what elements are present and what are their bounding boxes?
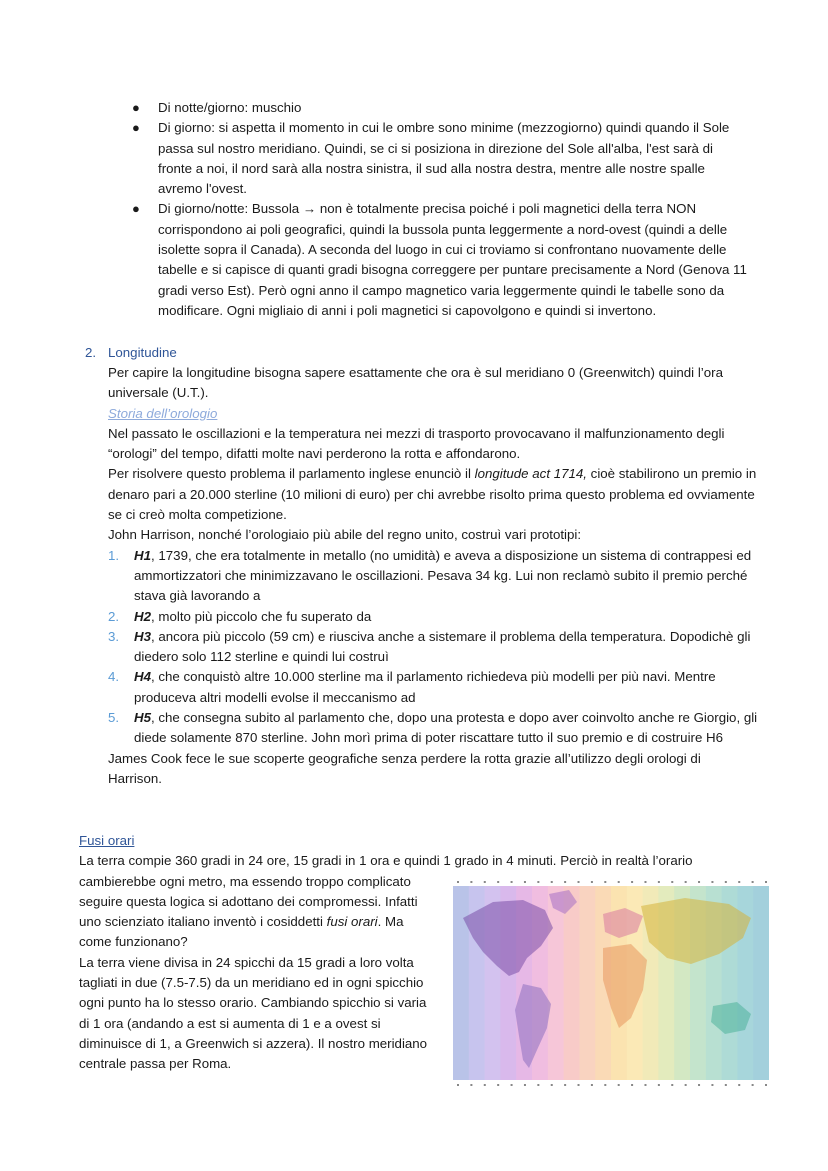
bottom-tick-mark <box>578 1084 580 1086</box>
bullet-text: Di notte/giorno: muschio <box>158 100 302 115</box>
time-zone-band <box>579 886 595 1080</box>
paragraph <box>108 464 758 525</box>
top-tick-mark <box>564 881 566 883</box>
bullet-text: Di giorno: si aspetta il momento in cui le ombre sono minime (mezzogiorno) quindi quando il Sole passa sul nostro meridiano. Quindi, se ci si posiziona in direzione del Sole all'alba, l'est sarà di fronte a noi, il nord sarà alla nostra sinistra, il sud alla nostra destra, mentre alle nostre spalle avremo l'ovest. <box>158 120 730 197</box>
bullet-text: non è totalmente precisa poiché i poli magnetici della terra NON corrispondono ai poli geografici, quindi la bussola punta leggermente a nord-ovest (quindi a delle isolette sopra il Canada). A seconda del luogo in cui ci troviamo si confrontano nuovamente delle tabelle e si capisce di quanti gradi bisogna correggere per puntare precisamente a Nord (Genova 11 gradi verso Est). Però ogni anno il campo magnetico varia leggermente quindi le tabelle sono da modificare. Ogni migliaio di anni i poli magnetici si capovolgono e quindi si invertono. <box>158 201 747 318</box>
time-zone-band <box>453 886 469 1080</box>
top-tick-mark <box>618 881 620 883</box>
section-body <box>108 363 758 789</box>
bottom-tick-mark <box>511 1084 513 1086</box>
time-zone-band <box>548 886 564 1080</box>
time-zone-map <box>453 880 769 1088</box>
top-tick-mark <box>711 881 713 883</box>
text-run: . Ma come funzionano? <box>79 914 404 950</box>
paragraph <box>79 872 439 953</box>
model-name: H1 <box>134 547 151 563</box>
section-longitudine <box>82 343 762 363</box>
section-number: 2. <box>85 345 97 360</box>
paragraph: John Harrison, nonché l’orologiaio più abile del regno unito, costruì vari prototipi: <box>108 527 582 543</box>
closing-paragraph: James Cook fece le sue scoperte geografiche senza perdere la rotta grazie all’utilizzo degli orologi di Harrison. <box>108 750 701 786</box>
top-tick-mark <box>537 881 539 883</box>
top-tick-mark <box>578 881 580 883</box>
bottom-tick-mark <box>484 1084 486 1086</box>
paragraph: La terra compie 360 gradi in 24 ore, 15 gradi in 1 ora e quindi 1 grado in 4 minuti. Perciò in realtà l’orario <box>79 853 693 869</box>
bullet-item <box>130 118 750 199</box>
model-name: H3 <box>134 628 151 644</box>
bullet-dot-icon: ● <box>132 100 140 115</box>
list-number: 2. <box>108 608 120 624</box>
top-tick-mark <box>511 881 513 883</box>
model-name: H4 <box>134 669 151 685</box>
top-tick-mark <box>698 881 700 883</box>
intro-paragraph: Per capire la longitudine bisogna sapere esattamente che ora è sul meridiano 0 (Greenwitch) quindi l’ora universale (U.T.). <box>108 365 723 401</box>
bullet-item <box>130 199 750 321</box>
bottom-tick-mark <box>685 1084 687 1086</box>
bottom-tick-mark <box>591 1084 593 1086</box>
top-tick-mark <box>631 881 633 883</box>
text-run: cioè stabilirono un premio in denaro pari a 20.000 sterline (10 milioni di euro) per chi avrebbe risolto prima questo problema ed ovviamente se ci creò molta competizione. <box>108 466 757 523</box>
top-tick-mark <box>604 881 606 883</box>
model-name: H5 <box>134 710 151 726</box>
bottom-tick-mark <box>551 1084 553 1086</box>
bottom-tick-mark <box>711 1084 713 1086</box>
bottom-tick-mark <box>631 1084 633 1086</box>
top-tick-mark <box>725 881 727 883</box>
top-tick-mark <box>497 881 499 883</box>
list-text: , ancora più piccolo (59 cm) e riusciva anche a sistemare il problema della temperatura. Dopodichè gli diedero solo 112 sterline e quindi lui costruì <box>134 628 751 665</box>
list-number: 4. <box>108 669 120 685</box>
list-item <box>108 546 758 607</box>
paragraph: La terra viene divisa in 24 spicchi da 15 gradi a loro volta tagliati in due (7.5-7.5) da un meridiano ed in ogni spicchio ogni punto ha lo stesso orario. Cambiando spicchio si varia di 1 ora (andando a est si aumenta di 1 e a ovest si diminuisce di 1, a Greenwich si azzera). Il nostro meridiano centrale passa per Roma. <box>79 954 428 1072</box>
bottom-tick-mark <box>618 1084 620 1086</box>
list-text: , molto più piccolo che fu superato da <box>151 608 372 624</box>
bullet-list <box>130 98 750 321</box>
paragraph: Nel passato le oscillazioni e la temperatura nei mezzi di trasporto provocavano il malfunzionamento degli “orologi” del tempo, difatti molte navi perderono la rotta e affondarono. <box>108 425 725 462</box>
bottom-tick-mark <box>497 1084 499 1086</box>
fusi-orari-heading-link[interactable]: Fusi orari <box>79 833 135 848</box>
bullet-dot-icon: ● <box>132 201 140 217</box>
italic-run: longitude act 1714, <box>474 466 587 482</box>
top-tick-mark <box>524 881 526 883</box>
bottom-tick-mark <box>725 1084 727 1086</box>
list-number: 1. <box>108 547 120 563</box>
top-tick-mark <box>457 881 459 883</box>
italic-run: fusi orari <box>326 914 378 930</box>
time-zone-band <box>753 886 769 1080</box>
bottom-tick-mark <box>765 1084 767 1086</box>
top-tick-mark <box>470 881 472 883</box>
bottom-tick-mark <box>658 1084 660 1086</box>
list-item <box>108 607 758 627</box>
list-text: , che consegna subito al parlamento che, dopo una protesta e dopo aver coinvolto anche re Giorgio, gli diede solamente 870 sterline. John morì prima di poter riscattare tutto il suo premio e di costruire H6 <box>134 710 758 746</box>
section-title: Longitudine <box>108 345 177 360</box>
top-tick-mark <box>671 881 673 883</box>
top-tick-mark <box>551 881 553 883</box>
bullet-item <box>130 98 750 118</box>
top-tick-mark <box>765 881 767 883</box>
bottom-tick-mark <box>470 1084 472 1086</box>
top-tick-mark <box>658 881 660 883</box>
top-tick-mark <box>484 881 486 883</box>
top-tick-mark <box>644 881 646 883</box>
bottom-tick-mark <box>537 1084 539 1086</box>
top-tick-mark <box>591 881 593 883</box>
arrow-right-icon: → <box>302 201 317 217</box>
time-zone-band <box>564 886 580 1080</box>
text-run: cambierebbe ogni metro, ma essendo troppo complicato seguire questa logica si adottano dei compromessi. Infatti uno scienziato italiano inventò i cosiddetti <box>79 873 418 930</box>
bottom-tick-mark <box>752 1084 754 1086</box>
bottom-tick-mark <box>671 1084 673 1086</box>
model-name: H2 <box>134 608 151 624</box>
bottom-tick-mark <box>738 1084 740 1086</box>
text-run: Per risolvere questo problema il parlamento inglese enunciò il <box>108 466 475 482</box>
bottom-tick-mark <box>644 1084 646 1086</box>
top-tick-mark <box>738 881 740 883</box>
list-item <box>108 708 758 749</box>
list-number: 5. <box>108 710 120 726</box>
list-item <box>108 667 758 708</box>
section-heading <box>82 343 762 363</box>
list-item <box>108 627 758 668</box>
storia-orologio-link[interactable]: Storia dell’orologio <box>108 405 218 421</box>
bullet-dot-icon: ● <box>132 120 140 136</box>
top-tick-mark <box>752 881 754 883</box>
bottom-tick-mark <box>457 1084 459 1086</box>
list-text: , 1739, che era totalmente in metallo (no umidità) e aveva a disposizione un sistema di contrappesi ed ammortizzatori che minimizzavano le oscillazioni. Pesava 34 kg. Lui non reclamò subito il premio perché stava già lavorando a <box>134 547 752 604</box>
bottom-tick-mark <box>564 1084 566 1086</box>
prototype-list <box>108 546 758 749</box>
bullet-text: Di giorno/notte: Bussola <box>158 201 303 217</box>
bottom-tick-mark <box>524 1084 526 1086</box>
list-text: , che conquistò altre 10.000 sterline ma il parlamento richiedeva più modelli per più navi. Mentre produceva altri modelli evolse il meccanismo ad <box>134 669 716 705</box>
bottom-tick-mark <box>698 1084 700 1086</box>
top-tick-mark <box>685 881 687 883</box>
list-number: 3. <box>108 628 120 644</box>
bottom-tick-mark <box>604 1084 606 1086</box>
